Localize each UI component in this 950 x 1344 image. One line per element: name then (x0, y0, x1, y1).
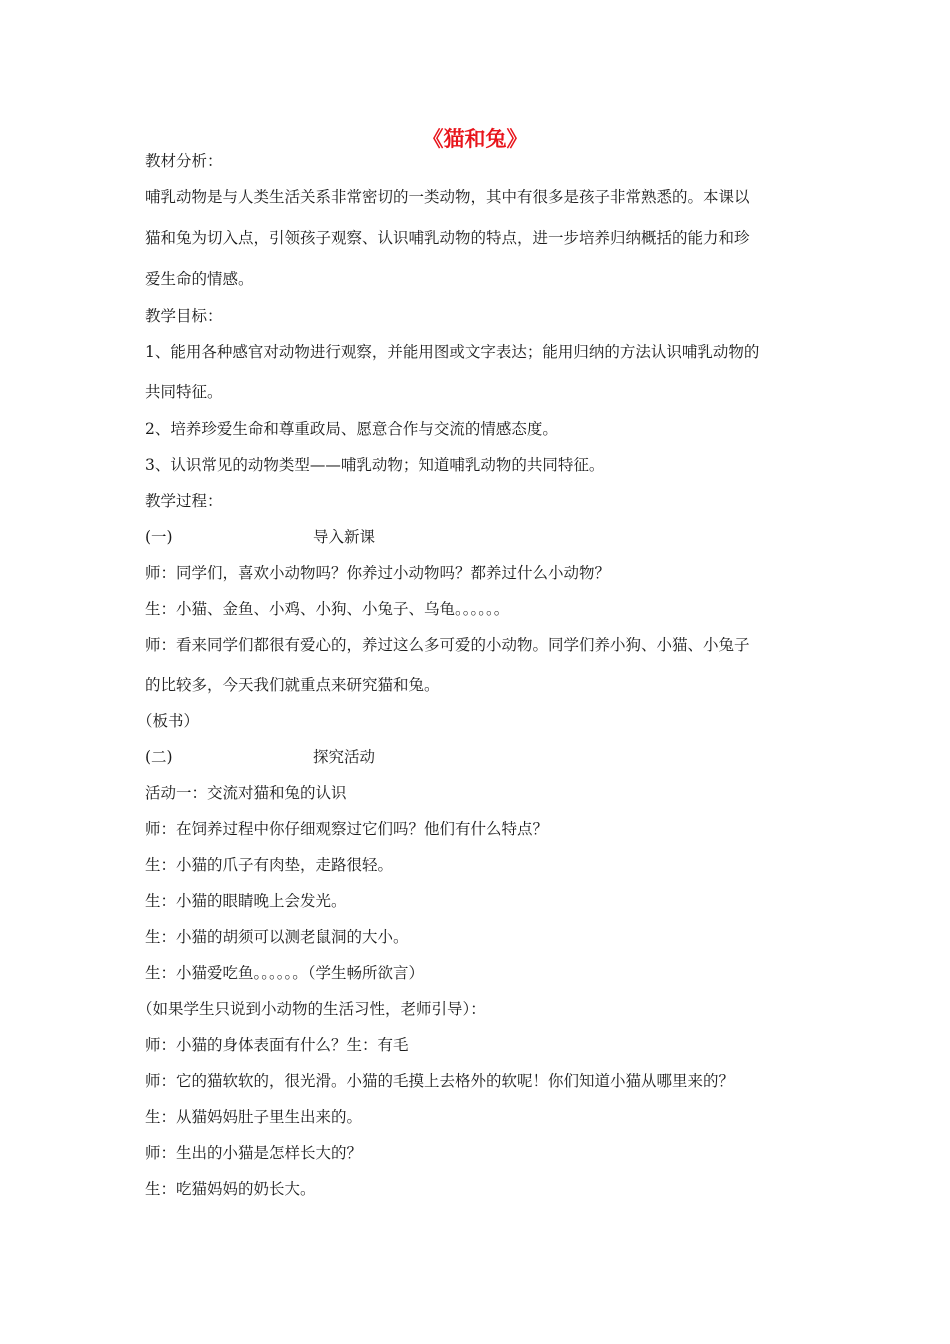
goal-line: 共同特征。 (145, 383, 223, 401)
process-heading: 教学过程： (145, 492, 223, 510)
analysis-heading: 教材分析： (145, 152, 223, 170)
section-number: (二) (145, 748, 173, 766)
document-title: 《猫和兔》 (422, 127, 528, 151)
dialogue-line: 师：它的猫软软的，很光滑。小猫的毛摸上去格外的软呢！你们知道小猫从哪里来的？ (145, 1072, 735, 1090)
activity-line: 活动一：交流对猫和兔的认识 (145, 784, 347, 802)
dialogue-line: 师：小猫的身体表面有什么？生：有毛 (145, 1036, 409, 1054)
dialogue-line: 的比较多，今天我们就重点来研究猫和兔。 (145, 676, 440, 694)
activity-line: 生：小猫爱吃鱼。。。。。。（学生畅所欲言） (145, 964, 425, 982)
goal-line: 3、认识常见的动物类型——哺乳动物；知道哺乳动物的共同特征。 (145, 456, 605, 474)
dialogue-line: 师：看来同学们都很有爱心的，养过这么多可爱的小动物。同学们养小狗、小猫、小兔子 (145, 636, 750, 654)
section-number: (一) (145, 528, 173, 546)
section-heading (145, 746, 375, 768)
goal-line: 2、培养珍爱生命和尊重政局、愿意合作与交流的情感态度。 (145, 420, 558, 438)
goal-line: 1、能用各种感官对动物进行观察，并能用图或文字表达；能用归纳的方法认识哺乳动物的 (145, 343, 760, 361)
section-heading (145, 526, 375, 548)
analysis-line: 哺乳动物是与人类生活关系非常密切的一类动物，其中有很多是孩子非常熟悉的。本课以 (145, 188, 750, 206)
dialogue-line: 师：生出的小猫是怎样长大的？ (145, 1144, 363, 1162)
activity-line: 生：小猫的爪子有肉垫，走路很轻。 (145, 856, 394, 874)
activity-line: 生：小猫的眼睛晚上会发光。 (145, 892, 347, 910)
activity-line: 生：小猫的胡须可以测老鼠洞的大小。 (145, 928, 409, 946)
guide-note: （如果学生只说到小动物的生活习性，老师引导）： (137, 1000, 486, 1018)
dialogue-line: 生：吃猫妈妈的奶长大。 (145, 1180, 316, 1198)
activity-line: 师：在饲养过程中你仔细观察过它们吗？他们有什么特点？ (145, 820, 549, 838)
section-title: 导入新课 (313, 528, 376, 546)
dialogue-line: 师：同学们，喜欢小动物吗？你养过小动物吗？都养过什么小动物？ (145, 564, 611, 582)
dialogue-line: 生：从猫妈妈肚子里生出来的。 (145, 1108, 363, 1126)
goals-heading: 教学目标： (145, 307, 223, 325)
analysis-line: 爱生命的情感。 (145, 270, 254, 288)
analysis-line: 猫和兔为切入点，引领孩子观察、认识哺乳动物的特点，进一步培养归纳概括的能力和珍 (145, 229, 750, 247)
board-note: （板书） (137, 712, 200, 730)
dialogue-line: 生：小猫、金鱼、小鸡、小狗、小兔子、乌龟。。。。。。 (145, 600, 510, 618)
section-title: 探究活动 (313, 748, 376, 766)
